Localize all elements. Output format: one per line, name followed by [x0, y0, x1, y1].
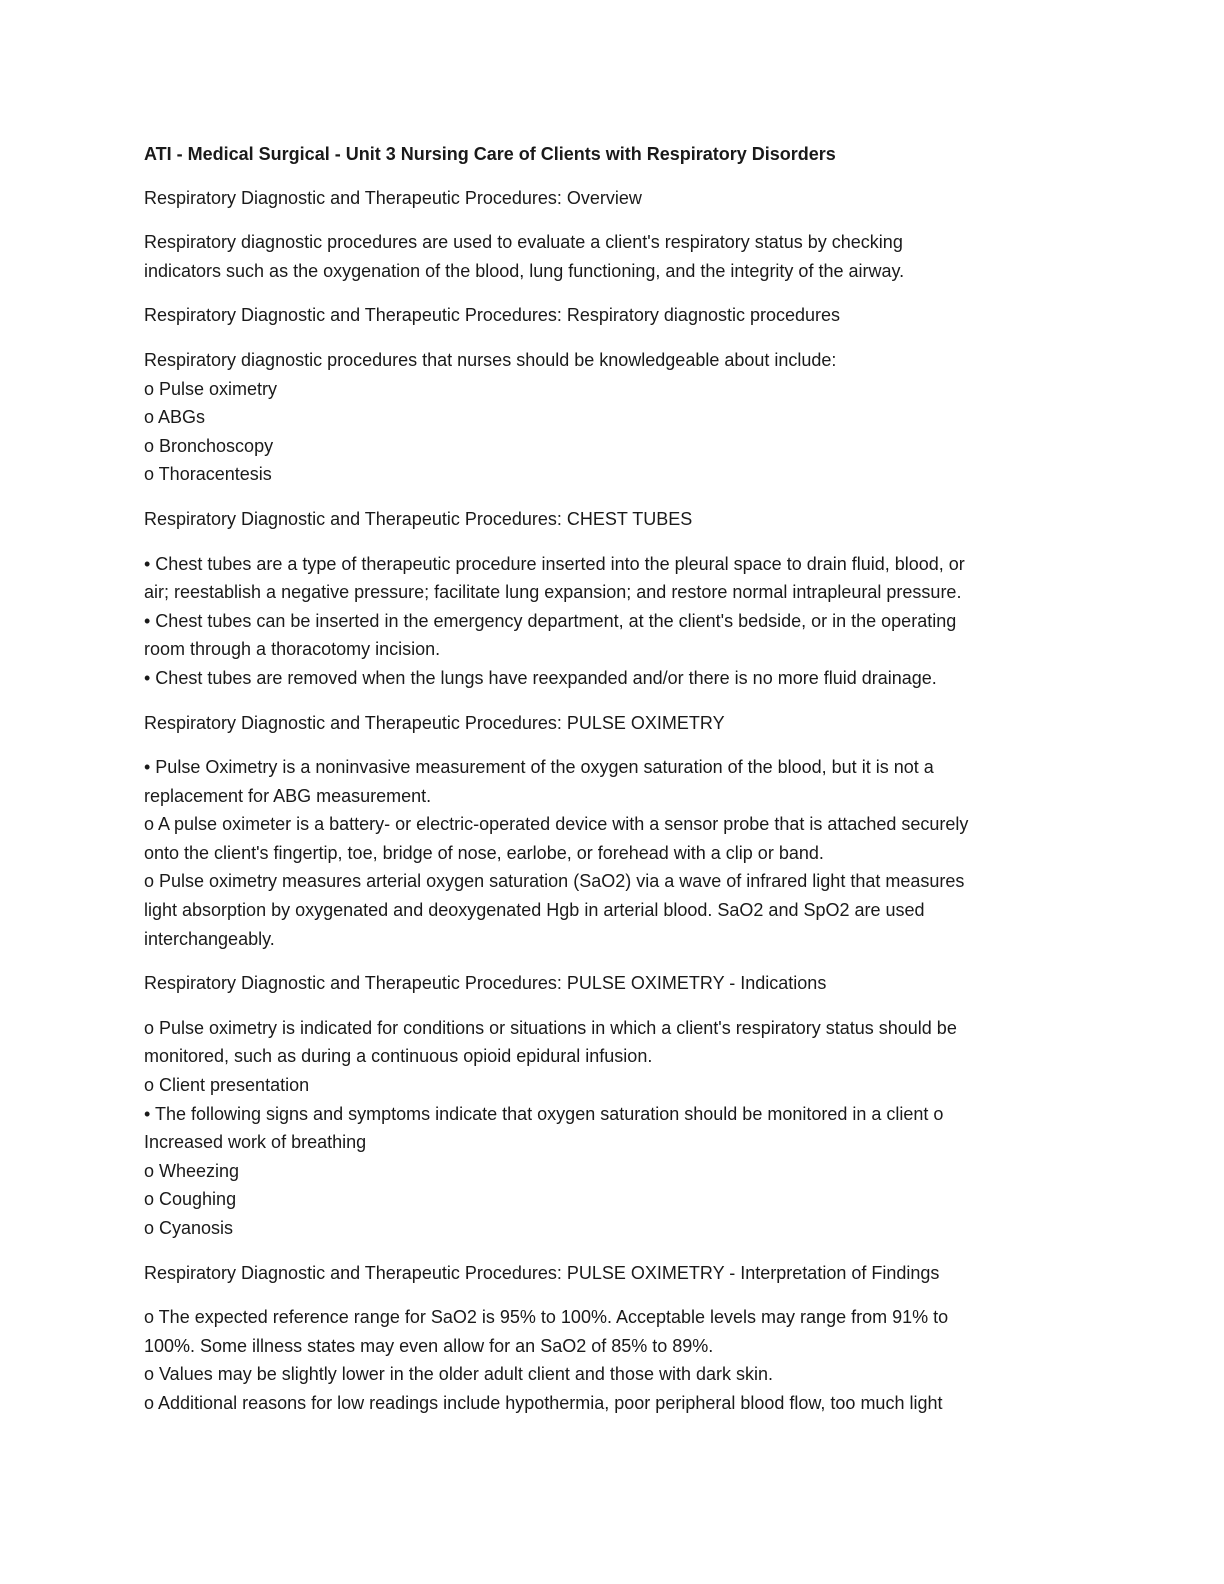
text-line: onto the client's fingertip, toe, bridge of nose, earlobe, or forehead with a clip or band. — [144, 842, 824, 863]
section-heading-pulse-oximetry-interpretation: Respiratory Diagnostic and Therapeutic Procedures: PULSE OXIMETRY - Interpretation of Findings — [144, 1262, 940, 1283]
text-line: room through a thoracotomy incision. — [144, 639, 441, 660]
document-title: ATI - Medical Surgical - Unit 3 Nursing Care of Clients with Respiratory Disorders — [144, 144, 836, 164]
text-line: light absorption by oxygenated and deoxygenated Hgb in arterial blood. SaO2 and SpO2 are used — [144, 900, 925, 921]
list-item: o Coughing — [144, 1189, 237, 1210]
section-heading-diagnostic-procedures: Respiratory Diagnostic and Therapeutic Procedures: Respiratory diagnostic procedures — [144, 305, 841, 326]
text-line: o A pulse oximeter is a battery- or electric-operated device with a sensor probe that is attached securely — [144, 814, 969, 835]
section-body-diagnostic-procedures — [144, 346, 1084, 489]
text-line: o Additional reasons for low readings include hypothermia, poor peripheral blood flow, too much light — [144, 1392, 943, 1413]
text-line: air; reestablish a negative pressure; facilitate lung expansion; and restore normal intrapleural pressure. — [144, 582, 962, 603]
text-line: Respiratory diagnostic procedures that nurses should be knowledgeable about include: — [144, 349, 837, 370]
text-line: o Client presentation — [144, 1075, 310, 1096]
list-item: o Cyanosis — [144, 1218, 234, 1238]
text-line: o The expected reference range for SaO2 is 95% to 100%. Acceptable levels may range from 91% to — [144, 1307, 949, 1328]
section-body-pulse-oximetry — [144, 753, 1084, 953]
list-item: o Wheezing — [144, 1160, 240, 1181]
text-line: monitored, such as during a continuous opioid epidural infusion. — [144, 1046, 653, 1067]
document-content — [144, 140, 1084, 1434]
text-line: • The following signs and symptoms indicate that oxygen saturation should be monitored in a client o — [144, 1103, 944, 1124]
section-heading-pulse-oximetry-indications: Respiratory Diagnostic and Therapeutic Procedures: PULSE OXIMETRY - Indications — [144, 973, 827, 994]
section-heading-pulse-oximetry: Respiratory Diagnostic and Therapeutic Procedures: PULSE OXIMETRY — [144, 712, 725, 733]
section-heading-chest-tubes: Respiratory Diagnostic and Therapeutic Procedures: CHEST TUBES — [144, 508, 693, 529]
section-body-pulse-oximetry-interpretation — [144, 1303, 1084, 1417]
section-body-overview — [144, 228, 1084, 285]
text-line: • Pulse Oximetry is a noninvasive measurement of the oxygen saturation of the blood, but it is not a — [144, 757, 934, 778]
text-line: o Pulse oximetry measures arterial oxygen saturation (SaO2) via a wave of infrared light that measures — [144, 871, 965, 892]
text-line: o Values may be slightly lower in the older adult client and those with dark skin. — [144, 1364, 773, 1385]
list-item: o Bronchoscopy — [144, 435, 274, 456]
section-heading-overview: Respiratory Diagnostic and Therapeutic Procedures: Overview — [144, 187, 642, 208]
text-line: o Pulse oximetry is indicated for conditions or situations in which a client's respiratory status should be — [144, 1017, 957, 1038]
text-line: interchangeably. — [144, 928, 275, 949]
text-line: • Chest tubes are removed when the lungs have reexpanded and/or there is no more fluid drainage. — [144, 667, 937, 688]
section-body-pulse-oximetry-indications — [144, 1014, 1084, 1243]
list-item: o Pulse oximetry — [144, 378, 278, 399]
list-item: o ABGs — [144, 407, 206, 428]
text-line: Respiratory diagnostic procedures are used to evaluate a client's respiratory status by checking — [144, 232, 903, 253]
list-item: o Thoracentesis — [144, 464, 272, 485]
text-line: indicators such as the oxygenation of the blood, lung functioning, and the integrity of the airway. — [144, 260, 905, 281]
text-line: • Chest tubes can be inserted in the emergency department, at the client's bedside, or in the operating — [144, 610, 957, 631]
section-body-chest-tubes — [144, 550, 1084, 693]
text-line: replacement for ABG measurement. — [144, 785, 432, 806]
text-line: Increased work of breathing — [144, 1132, 367, 1153]
text-line: • Chest tubes are a type of therapeutic procedure inserted into the pleural space to drain fluid, blood, or — [144, 553, 965, 574]
text-line: 100%. Some illness states may even allow for an SaO2 of 85% to 89%. — [144, 1335, 714, 1356]
